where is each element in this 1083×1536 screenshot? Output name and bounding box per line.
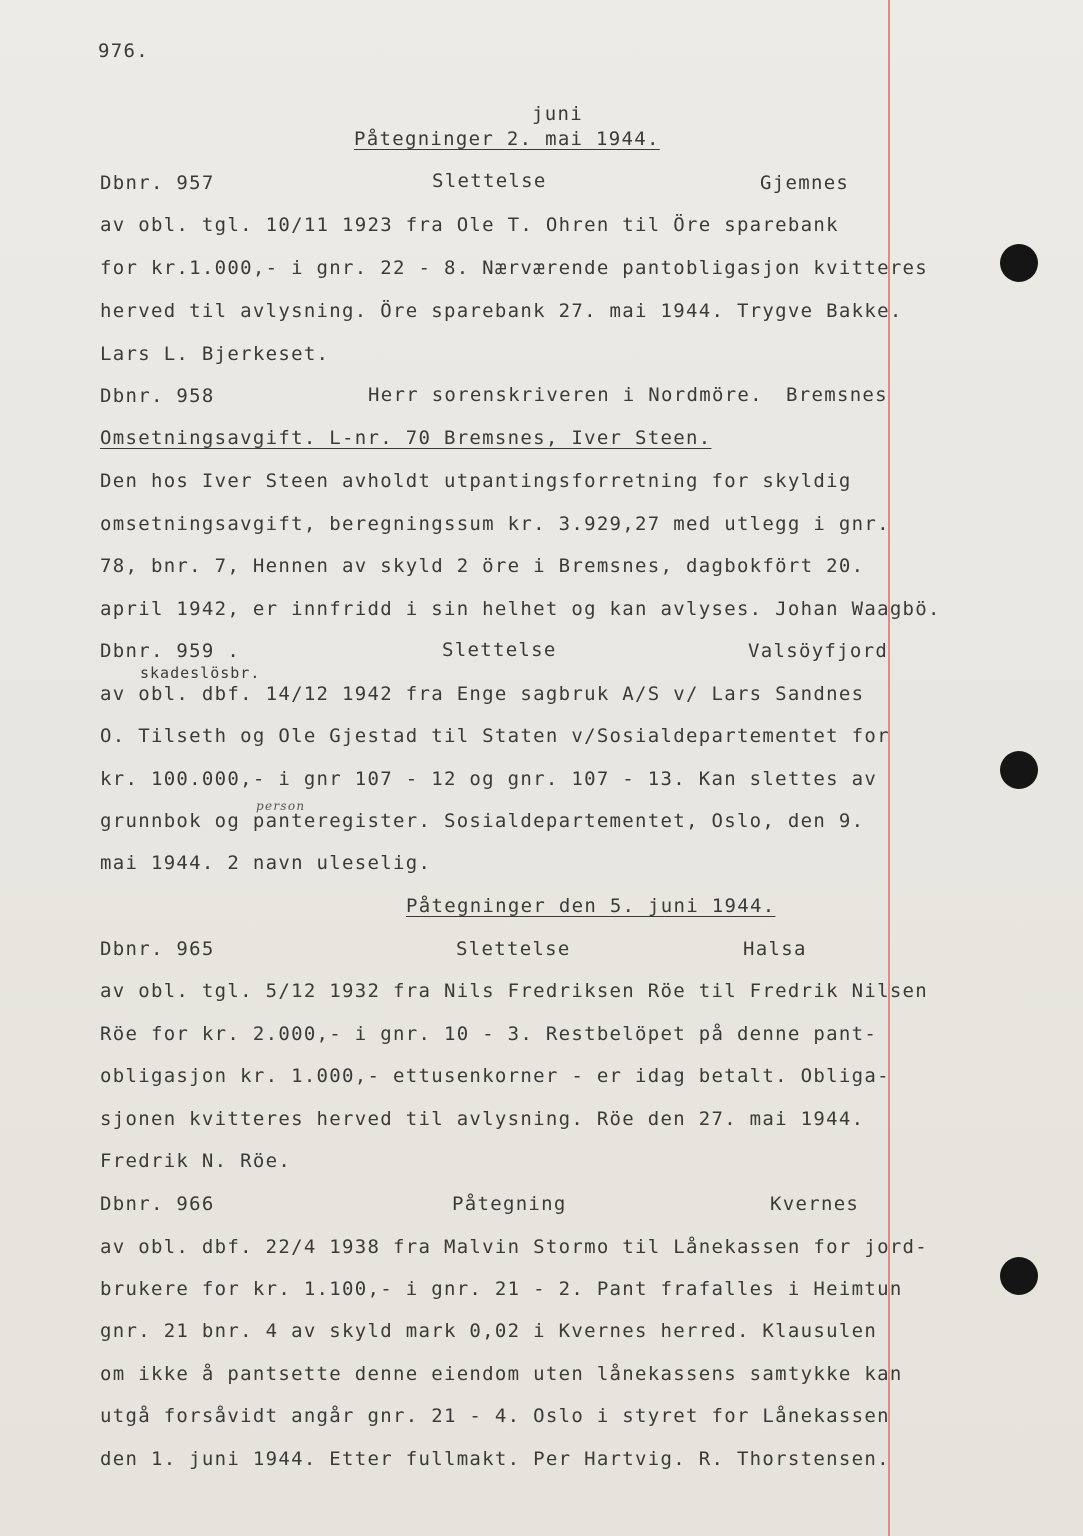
section-heading: Påtegninger den 5. juni 1944. — [406, 895, 776, 917]
entry-958-line-3: 78, bnr. 7, Hennen av skyld 2 öre i Bremsnes, dagbokfört 20. — [100, 555, 865, 577]
entry-959-insert: skadeslösbr. — [140, 664, 261, 682]
entry-965-line-2: Röe for kr. 2.000,- i gnr. 10 - 3. Restbelöpet på denne pant- — [100, 1023, 878, 1045]
entry-959-type: Slettelse — [442, 639, 557, 661]
entry-965-line-1: av obl. tgl. 5/12 1932 fra Nils Fredriksen Röe til Fredrik Nilsen — [100, 980, 929, 1002]
entry-966-line-1: av obl. dbf. 22/4 1938 fra Malvin Stormo til Lånekassen for jord- — [100, 1236, 929, 1258]
entry-958-place: Bremsnes — [786, 384, 888, 406]
entry-959-line-2: O. Tilseth og Ole Gjestad til Staten v/Sosialdepartementet for — [100, 725, 890, 747]
entry-965-line-5: Fredrik N. Röe. — [100, 1150, 292, 1172]
entry-966-place: Kvernes — [770, 1193, 860, 1215]
entry-959-line-4: grunnbok og panteregister. Sosialdepartementet, Oslo, den 9. — [100, 810, 865, 832]
entry-957-line-1: av obl. tgl. 10/11 1923 fra Ole T. Ohren til Öre sparebank — [100, 214, 839, 236]
entry-959-line-5: mai 1944. 2 navn uleselig. — [100, 852, 432, 874]
entry-958-line-4: april 1942, er innfridd i sin helhet og kan avlyses. Johan Waagbö. — [100, 598, 941, 620]
heading-insert: juni — [532, 103, 583, 125]
entry-957-dbnr: Dbnr. 957 — [100, 172, 215, 194]
entry-958-subhead: Omsetningsavgift. L-nr. 70 Bremsnes, Iver Steen. — [100, 427, 712, 449]
page-number: 976. — [98, 40, 149, 62]
entry-958-line-1: Den hos Iver Steen avholdt utpantingsforretning for skyldig — [100, 470, 852, 492]
punch-hole-middle — [1000, 751, 1038, 789]
entry-965-type: Slettelse — [456, 938, 571, 960]
entry-957-line-2: for kr.1.000,- i gnr. 22 - 8. Nærværende pantobligasjon kvitteres — [100, 257, 929, 279]
entry-958-dbnr: Dbnr. 958 — [100, 385, 215, 407]
entry-966-type: Påtegning — [452, 1193, 567, 1215]
entry-957-type: Slettelse — [432, 170, 547, 192]
entry-959-place: Valsöyfjord — [748, 640, 889, 662]
entry-959-dbnr: Dbnr. 959 . — [100, 640, 241, 662]
punch-hole-bottom — [1000, 1257, 1038, 1295]
entry-959-line-1: av obl. dbf. 14/12 1942 fra Enge sagbruk A/S v/ Lars Sandnes — [100, 683, 865, 705]
entry-966-line-6: den 1. juni 1944. Etter fullmakt. Per Hartvig. R. Thorstensen. — [100, 1448, 890, 1470]
entry-965-line-3: obligasjon kr. 1.000,- ettusenkorner - er idag betalt. Obliga- — [100, 1065, 890, 1087]
entry-957-place: Gjemnes — [760, 172, 850, 194]
entry-965-dbnr: Dbnr. 965 — [100, 938, 215, 960]
punch-hole-top — [1000, 244, 1038, 282]
entry-957-line-3: herved til avlysning. Öre sparebank 27. mai 1944. Trygve Bakke. — [100, 300, 903, 322]
entry-958-type: Herr sorenskriveren i Nordmöre. — [368, 384, 763, 406]
entry-966-line-3: gnr. 21 bnr. 4 av skyld mark 0,02 i Kvernes herred. Klausulen — [100, 1320, 878, 1342]
entry-966-line-4: om ikke å pantsette denne eiendom uten lånekassens samtykke kan — [100, 1363, 903, 1385]
entry-958-line-2: omsetningsavgift, beregningssum kr. 3.929,27 med utlegg i gnr. — [100, 513, 890, 535]
entry-959-line-3: kr. 100.000,- i gnr 107 - 12 og gnr. 107 - 13. Kan slettes av — [100, 768, 878, 790]
margin-line — [888, 0, 890, 1536]
entry-965-place: Halsa — [743, 938, 807, 960]
entry-957-line-4: Lars L. Bjerkeset. — [100, 343, 330, 365]
entry-966-line-2: brukere for kr. 1.100,- i gnr. 21 - 2. Pant frafalles i Heimtun — [100, 1278, 903, 1300]
page-heading: Påtegninger 2. mai 1944. — [354, 128, 660, 150]
entry-965-line-4: sjonen kvitteres herved til avlysning. Röe den 27. mai 1944. — [100, 1108, 865, 1130]
entry-966-dbnr: Dbnr. 966 — [100, 1193, 215, 1215]
entry-966-line-5: utgå forsåvidt angår gnr. 21 - 4. Oslo i styret for Lånekassen — [100, 1405, 890, 1427]
entry-959-hand-note: person — [256, 799, 306, 813]
